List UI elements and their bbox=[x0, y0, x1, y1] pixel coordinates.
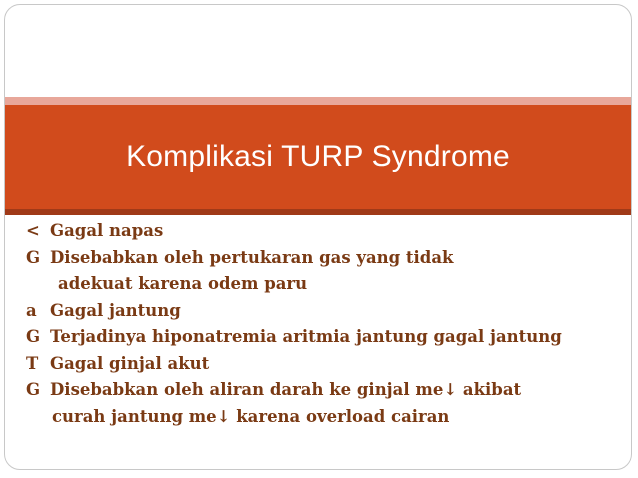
content-line bbox=[26, 298, 616, 325]
content-line-continuation bbox=[26, 271, 616, 298]
bullet-marker: < bbox=[26, 221, 40, 240]
title-band-accent-bottom bbox=[5, 209, 631, 215]
line-text: Disebabkan oleh pertukaran gas yang tidak bbox=[50, 247, 454, 267]
content-line bbox=[26, 324, 616, 351]
line-text: curah jantung me↓ karena overload cairan bbox=[52, 406, 450, 426]
line-text: Terjadinya hiponatremia aritmia jantung gagal jantung bbox=[50, 327, 562, 346]
bullet-marker: G bbox=[26, 247, 41, 267]
content-line bbox=[26, 377, 616, 404]
bullet-marker: G bbox=[26, 327, 41, 346]
content-line bbox=[26, 218, 616, 245]
content-line-continuation bbox=[26, 404, 616, 431]
line-text: adekuat karena odem paru bbox=[58, 274, 308, 293]
bullet-marker: T bbox=[26, 353, 39, 373]
line-text: Gagal ginjal akut bbox=[50, 353, 210, 373]
line-text: Gagal jantung bbox=[50, 300, 181, 320]
slide-title: Komplikasi TURP Syndrome bbox=[126, 140, 510, 173]
line-text: Gagal napas bbox=[50, 221, 164, 240]
line-text: Disebabkan oleh aliran darah ke ginjal me↓ akibat bbox=[50, 380, 522, 399]
content-line bbox=[26, 245, 616, 272]
bullet-marker: G bbox=[26, 380, 41, 399]
bullet-marker: a bbox=[26, 300, 37, 320]
slide-content bbox=[26, 218, 616, 430]
title-band-accent-top bbox=[5, 97, 631, 105]
content-line bbox=[26, 351, 616, 378]
